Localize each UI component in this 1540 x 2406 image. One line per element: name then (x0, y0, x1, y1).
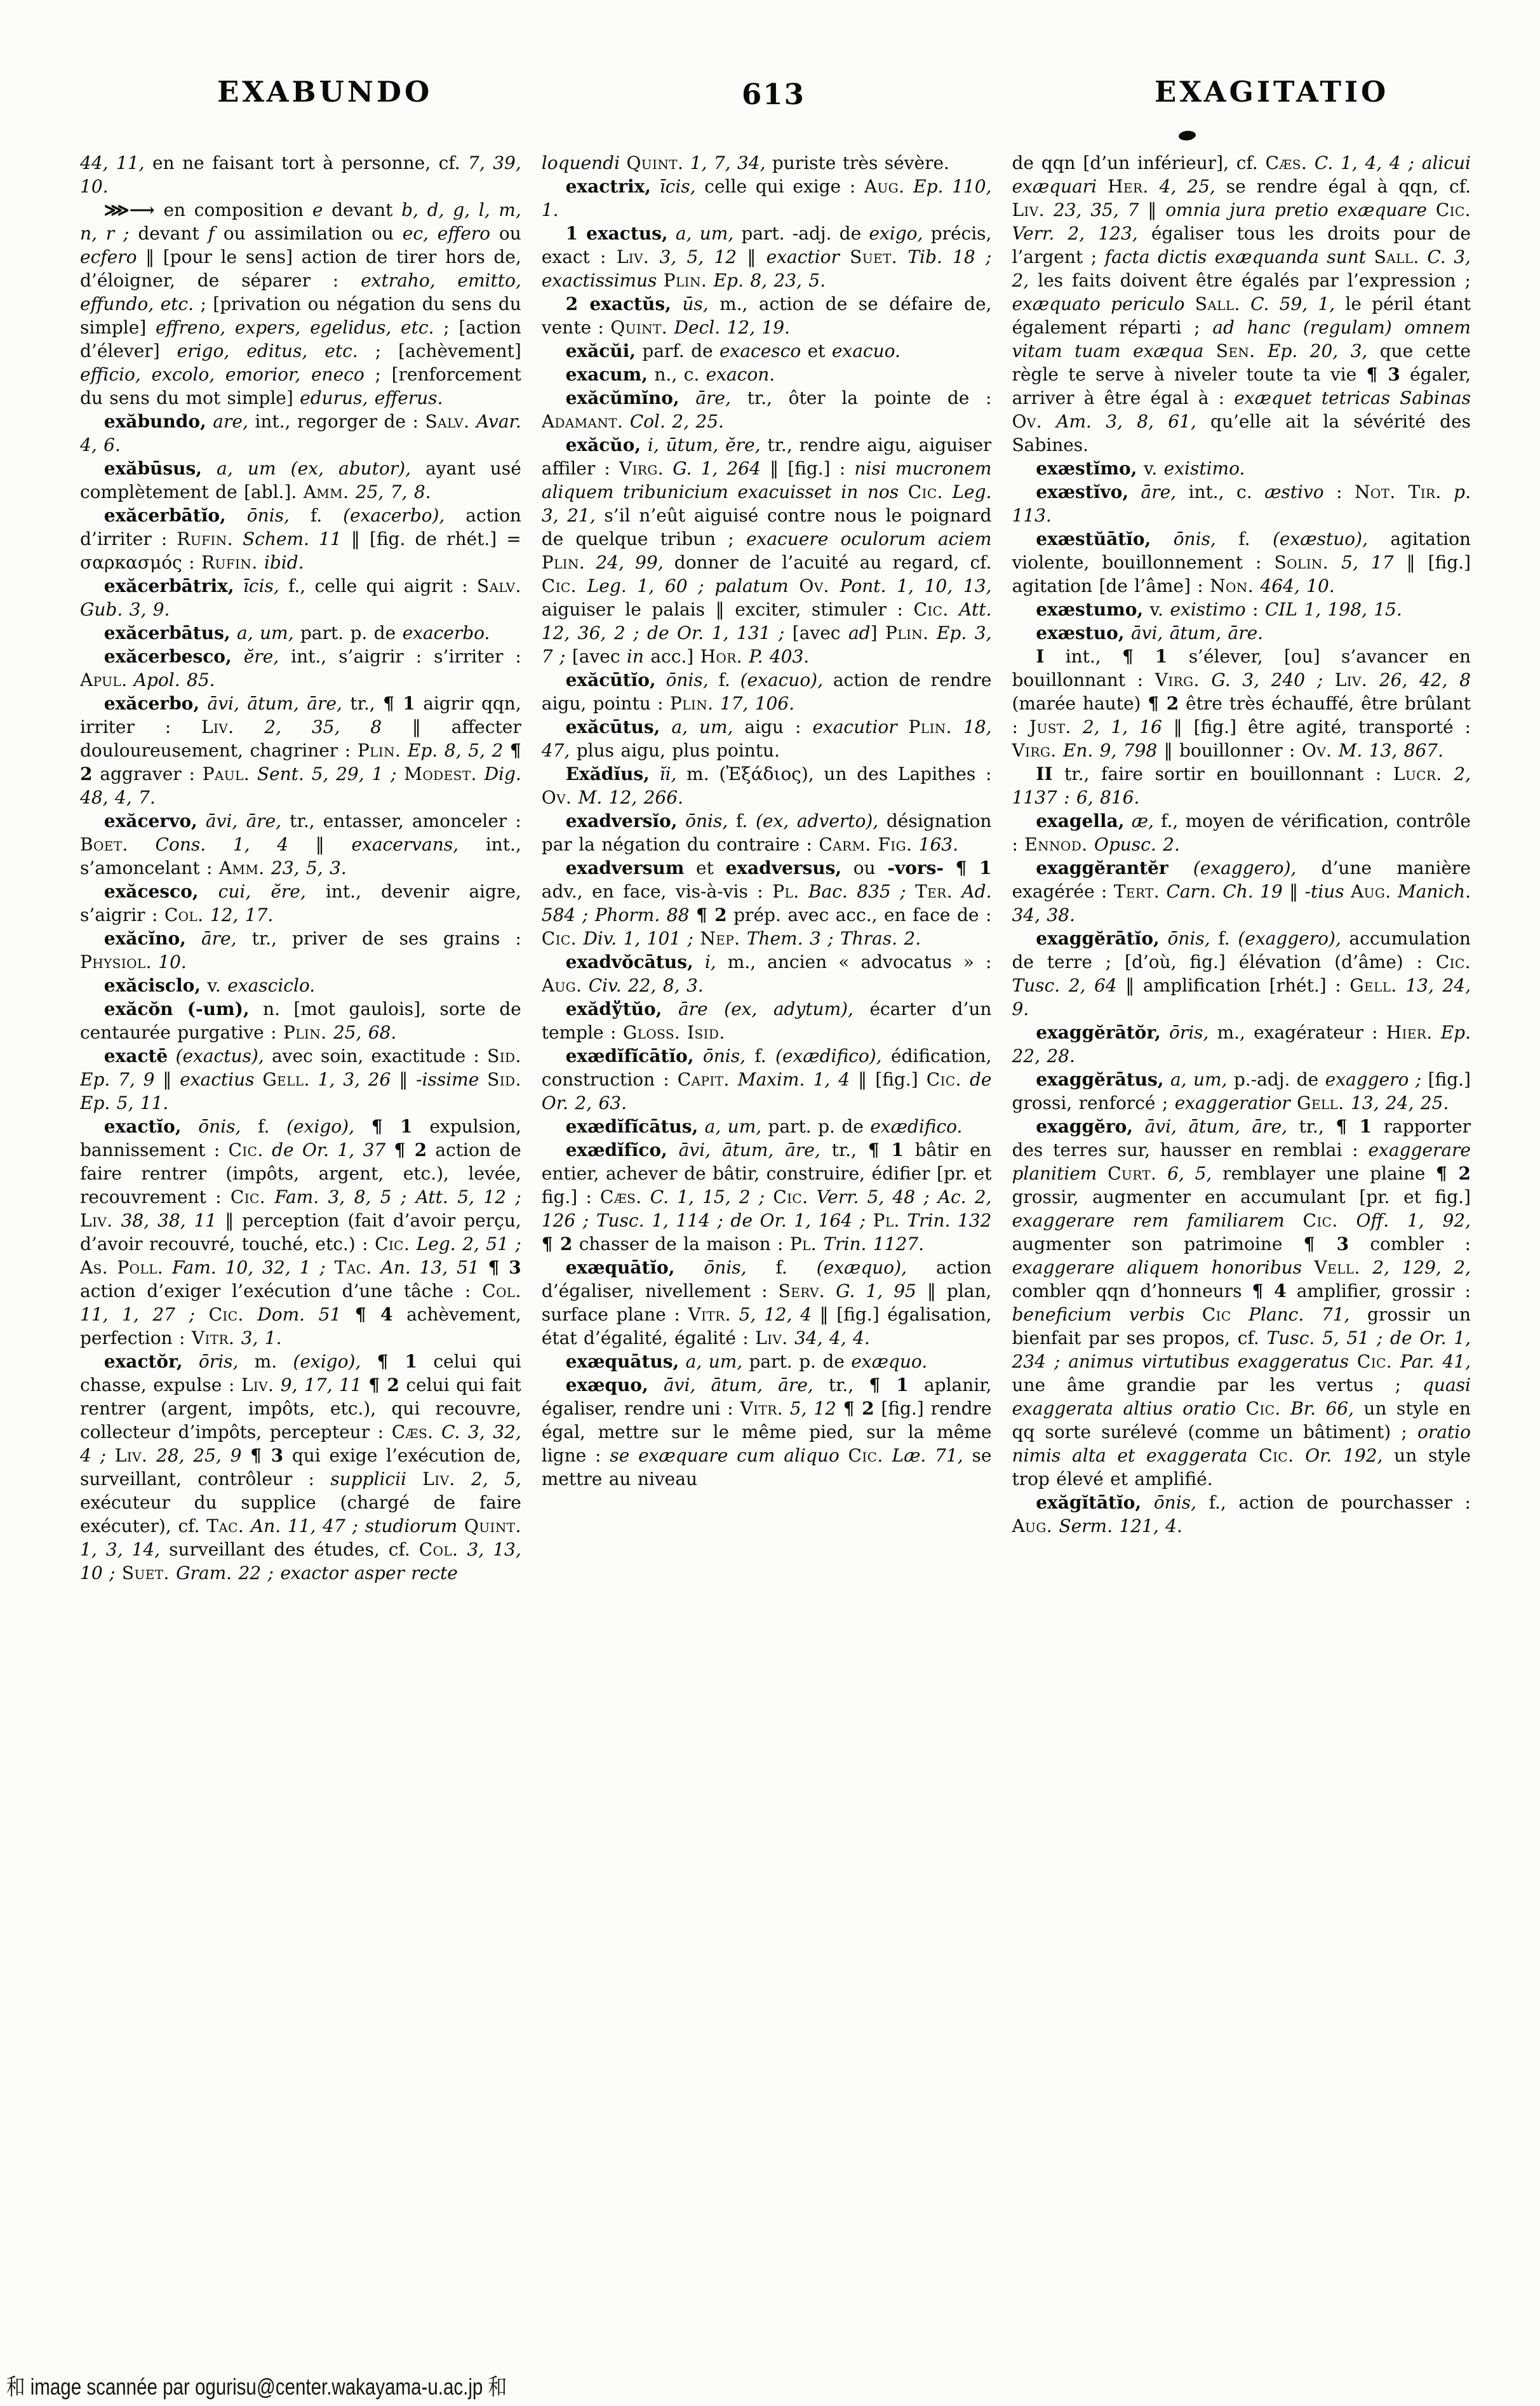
dictionary-entry: 2 exactŭs, ūs, m., action de se défaire de, vente : Quint. Decl. 12, 19. (541, 293, 992, 338)
dictionary-entry: exăcūtĭo, ōnis, f. (exacuo), action de rendre aigu, pointu : Plin. 17, 106. (541, 669, 992, 714)
running-head-right: EXAGITATIO (1155, 75, 1389, 109)
dictionary-entry: exactĭo, ōnis, f. (exigo), ¶ 1 expulsion, bannissement : Cic. de Or. 1, 37 ¶ 2 action de faire rentrer (impôts, argent, etc.), levée, recouvrement : Cic. Fam. 3, 8, 5 ; Att. 5, 12 ; Liv. 38, 38, 11 ‖ perception (fait d’avoir perçu, d’avoir recouvré, touché, etc.) : Cic. Leg. 2, 51 ; As. Poll. Fam. 10, 32, 1 ; Tac. An. 13, 51 ¶ 3 action d’exiger l’exécution d’une tâche : Col. 11, 1, 27 ; Cic. Dom. 51 ¶ 4 achèvement, perfection : Vitr. 3, 1. (80, 1116, 521, 1348)
dictionary-entry: exæquātus, a, um, part. p. de exæquo. (565, 1351, 928, 1372)
scan-credit-caption: 和 image scannée par ogurisu@center.wakayama-u.ac.jp 和 (6, 2374, 507, 2400)
dictionary-entry: exæstĭmo, v. existimo. (1036, 458, 1245, 479)
dictionary-entry: exæquātĭo, ōnis, f. (exæquo), action d’égaliser, nivellement : Serv. G. 1, 95 ‖ plan, surface plane : Vitr. 5, 12, 4 ‖ [fig.] égalisation, état d’égalité, égalité : Liv. 34, 4, 4. (541, 1257, 992, 1348)
dictionary-entry: exăgĭtātĭo, ōnis, f., action de pourchasser : Aug. Serm. 121, 4. (1012, 1492, 1471, 1536)
dictionary-entry: exăbūsus, a, um (ex, abutor), ayant usé complètement de [abl.]. Amm. 25, 7, 8. (80, 458, 521, 502)
dictionary-entry: I int., ¶ 1 s’élever, [ou] s’avancer en bouillonnant : Virg. G. 3, 240 ; Liv. 26, 42, 8 (marée haute) ¶ 2 être très échauffé, être brûlant : Just. 2, 1, 16 ‖ [fig.] être agité, transporté : Virg. En. 9, 798 ‖ bouillonner : Ov. M. 13, 867. (1012, 646, 1471, 761)
dictionary-entry: Exădĭus, ĭi, m. (Ἐξάδιος), un des Lapithes : Ov. M. 12, 266. (541, 763, 992, 808)
dictionary-entry: exadvŏcātus, i, m., ancien « advocatus » : Aug. Civ. 22, 8, 3. (541, 951, 992, 996)
ink-blot-mark (1178, 130, 1196, 142)
dictionary-entry: exăcesco, cui, ĕre, int., devenir aigre, s’aigrir : Col. 12, 17. (80, 881, 521, 925)
dictionary-entry: exăcĭno, āre, tr., priver de ses grains : Physiol. 10. (80, 928, 521, 972)
dictionary-entry: exactē (exactus), avec soin, exactitude : Sid. Ep. 7, 9 ‖ exactius Gell. 1, 3, 26 ‖ -issime Sid. Ep. 5, 11. (80, 1045, 521, 1113)
dictionary-entry: exæquo, āvi, ātum, āre, tr., ¶ 1 aplanir, égaliser, rendre uni : Vitr. 5, 12 ¶ 2 [fig.] rendre égal, mettre sur le même pied, sur la même ligne : se exæquare cum aliquo Cic. Læ. 71, se mettre au niveau (541, 1374, 992, 1489)
running-head-left: EXABUNDO (217, 75, 433, 109)
dictionary-entry: exăcŏn (-um), n. [mot gaulois], sorte de centaurée purgative : Plin. 25, 68. (80, 998, 521, 1043)
dictionary-entry: exactrix, īcis, celle qui exige : Aug. Ep. 110, 1. (541, 176, 992, 220)
dictionary-entry: exăcerbātĭo, ōnis, f. (exacerbo), action d’irriter : Rufin. Schem. 11 ‖ [fig. de rhét.] = σαρκασμός : Rufin. ibid. (80, 505, 521, 573)
dictionary-entry: loquendi Quint. 1, 7, 34, puriste très sévère. (541, 152, 949, 173)
dictionary-entry: ⋙⟶ en composition e devant b, d, g, l, m, n, r ; devant f ou assimilation ou ec, effero ou ecfero ‖ [pour le sens] action de tirer hors de, d’éloigner, de séparer : extraho, emitto, effundo, etc. ; [privation ou négation du sens du simple] effreno, expers, egelidus, etc. ; [action d’élever] erigo, editus, etc. ; [achèvement] efficio, excolo, emorior, eneco ; [renforcement du sens du mot simple] edurus, efferus. (80, 199, 521, 408)
column-1 (80, 151, 521, 2266)
column-3 (1012, 151, 1471, 2266)
text-columns (80, 151, 1471, 2266)
dictionary-entry: exăcŭmĭno, āre, tr., ôter la pointe de : Adamant. Col. 2, 25. (541, 387, 992, 432)
dictionary-entry: exaggĕro, āvi, ātum, āre, tr., ¶ 1 rapporter des terres sur, hausser en remblai : exaggerare planitiem Curt. 6, 5, remblayer une plaine ¶ 2 grossir, augmenter en accumulant [pr. et fig.] exaggerare rem familiarem Cic. Off. 1, 92, augmenter son patrimoine ¶ 3 combler : exaggerare aliquem honoribus Vell. 2, 129, 2, combler qqn d’honneurs ¶ 4 amplifier, grossir : beneficium verbis Cic Planc. 71, grossir un bienfait par ses propos, cf. Tusc. 5, 51 ; de Or. 1, 234 ; animus virtutibus exaggeratus Cic. Par. 41, une âme grandie par les vertus ; quasi exaggerata altius oratio Cic. Br. 66, un style en qq sorte surélevé (comme un bâtiment) ; oratio nimis alta et exaggerata Cic. Or. 192, un style trop élevé et amplifié. (1012, 1116, 1471, 1489)
dictionary-entry: exaggĕrātŏr, ōris, m., exagérateur : Hier. Ep. 22, 28. (1012, 1022, 1471, 1066)
dictionary-entry: exæstŭātĭo, ōnis, f. (exæstuo), agitation violente, bouillonnement : Solin. 5, 17 ‖ [fig.] agitation [de l’âme] : Non. 464, 10. (1012, 528, 1471, 596)
dictionary-entry: exadversĭo, ōnis, f. (ex, adverto), désignation par la négation du contraire : Carm. Fig. 163. (541, 810, 992, 855)
dictionary-entry: 44, 11, en ne faisant tort à personne, cf. 7, 39, 10. (80, 152, 521, 197)
dictionary-entry: exacum, n., c. exacon. (565, 364, 775, 385)
dictionary-entry: exædĭfĭcātus, a, um, part. p. de exædifico. (565, 1116, 963, 1137)
dictionary-entry: de qqn [d’un inférieur], cf. Cæs. C. 1, 4, 4 ; alicui exæquari Her. 4, 25, se rendre égal à qqn, cf. Liv. 23, 35, 7 ‖ omnia jura pretio exæquare Cic. Verr. 2, 123, égaliser tous les droits pour de l’argent ; facta dictis exæquanda sunt Sall. C. 3, 2, les faits doivent être égalés par l’expression ; exæquato periculo Sall. C. 59, 1, le péril étant également réparti ; ad hanc (regulam) omnem vitam tuam exæqua Sen. Ep. 20, 3, que cette règle te serve à niveler toute ta vie ¶ 3 égaler, arriver à être égal à : exæquet tetricas Sabinas Ov. Am. 3, 8, 61, qu’elle ait la sévérité des Sabines. (1012, 152, 1471, 455)
dictionary-entry: exadversum et exadversus, ou -vors- ¶ 1 adv., en face, vis-à-vis : Pl. Bac. 835 ; Ter. Ad. 584 ; Phorm. 88 ¶ 2 prép. avec acc., en face de : Cic. Div. 1, 101 ; Nep. Them. 3 ; Thras. 2. (541, 857, 992, 949)
dictionary-entry: exăcerbo, āvi, ātum, āre, tr., ¶ 1 aigrir qqn, irriter : Liv. 2, 35, 8 ‖ affecter douloureusement, chagriner : Plin. Ep. 8, 5, 2 ¶ 2 aggraver : Paul. Sent. 5, 29, 1 ; Modest. Dig. 48, 4, 7. (80, 693, 521, 808)
page-number: 613 (742, 77, 805, 111)
dictionary-entry: exagella, æ, f., moyen de vérification, contrôle : Ennod. Opusc. 2. (1012, 810, 1471, 855)
dictionary-entry: exăcūtus, a, um, aigu : exacutior Plin. 18, 47, plus aigu, plus pointu. (541, 716, 992, 761)
dictionary-entry: exæstĭvo, āre, int., c. æstivo : Not. Tir. p. 113. (1012, 481, 1471, 526)
dictionary-entry: exăcervo, āvi, āre, tr., entasser, amonceler : Boet. Cons. 1, 4 ‖ exacervans, int., s’amoncelant : Amm. 23, 5, 3. (80, 810, 521, 878)
dictionary-entry: exaggĕrantĕr (exaggero), d’une manière exagérée : Tert. Carn. Ch. 19 ‖ -tius Aug. Manich. 34, 38. (1012, 857, 1471, 925)
column-2 (542, 151, 992, 2266)
dictionary-entry: exăcŭo, i, ūtum, ĕre, tr., rendre aigu, aiguiser affiler : Virg. G. 1, 264 ‖ [fig.] : nisi mucronem aliquem tribunicium exacuisset in nos Cic. Leg. 3, 21, s’il n’eût aiguisé contre nous le poignard de quelque tribun ; exacuere oculorum aciem Plin. 24, 99, donner de l’acuité au regard, cf. Cic. Leg. 1, 60 ; palatum Ov. Pont. 1, 10, 13, aiguiser le palais ‖ exciter, stimuler : Cic. Att. 12, 36, 2 ; de Or. 1, 131 ; [avec ad] Plin. Ep. 3, 7 ; [avec in acc.] Hor. P. 403. (541, 434, 992, 667)
dictionary-entry: exædĭfĭcātĭo, ōnis, f. (exædifico), édification, construction : Capit. Maxim. 1, 4 ‖ [fig.] Cic. de Or. 2, 63. (541, 1045, 992, 1113)
dictionary-entry: exaggĕrātus, a, um, p.-adj. de exaggero ; [fig.] grossi, renforcé ; exaggeratior Gell. 13, 24, 25. (1012, 1069, 1471, 1113)
dictionary-entry: 1 exactus, a, um, part. -adj. de exigo, précis, exact : Liv. 3, 5, 12 ‖ exactior Suet. Tib. 18 ; exactissimus Plin. Ep. 8, 23, 5. (541, 223, 992, 291)
dictionary-entry: exæstuo, āvi, ātum, āre. (1036, 622, 1264, 643)
dictionary-entry: exactŏr, ōris, m. (exigo), ¶ 1 celui qui chasse, expulse : Liv. 9, 17, 11 ¶ 2 celui qui fait rentrer (argent, impôts, etc.), qui recouvre, collecteur d’impôts, percepteur : Cæs. C. 3, 32, 4 ; Liv. 28, 25, 9 ¶ 3 qui exige l’exécution de, surveillant, contrôleur : supplicii Liv. 2, 5, exécuteur du supplice (chargé de faire exécuter), cf. Tac. An. 11, 47 ; studiorum Quint. 1, 3, 14, surveillant des études, cf. Col. 3, 13, 10 ; Suet. Gram. 22 ; exactor asper recte (80, 1351, 521, 1583)
dictionary-entry: exaggĕrātĭo, ōnis, f. (exaggero), accumulation de terre ; [d’où, fig.] élévation (d’âme) : Cic. Tusc. 2, 64 ‖ amplification [rhét.] : Gell. 13, 24, 9. (1012, 928, 1471, 1019)
dictionary-entry: exăbundo, are, int., regorger de : Salv. Avar. 4, 6. (80, 411, 521, 455)
dictionary-entry: exædĭfĭco, āvi, ātum, āre, tr., ¶ 1 bâtir en entier, achever de bâtir, construire, édifier [pr. et fig.] : Cæs. C. 1, 15, 2 ; Cic. Verr. 5, 48 ; Ac. 2, 126 ; Tusc. 1, 114 ; de Or. 1, 164 ; Pl. Trin. 132 ¶ 2 chasser de la maison : Pl. Trin. 1127. (541, 1139, 992, 1254)
dictionary-entry: exăcisclo, v. exasciclo. (104, 975, 316, 996)
dictionary-entry: exăcerbātrix, īcis, f., celle qui aigrit : Salv. Gub. 3, 9. (80, 575, 521, 620)
dictionary-entry: exădўtŭo, āre (ex, adytum), écarter d’un temple : Gloss. Isid. (541, 998, 992, 1043)
dictionary-entry: II tr., faire sortir en bouillonnant : Lucr. 2, 1137 : 6, 816. (1012, 763, 1471, 808)
running-head (0, 75, 1540, 119)
dictionary-entry: exæstumo, v. existimo : CIL 1, 198, 15. (1036, 599, 1402, 620)
arrow-icon: ⋙⟶ (104, 199, 155, 220)
dictionary-entry: exăcŭi, parf. de exacesco et exacuo. (565, 340, 901, 361)
dictionary-entry: exăcerbātus, a, um, part. p. de exacerbo. (104, 622, 490, 643)
dictionary-entry: exăcerbesco, ĕre, int., s’aigrir : s’irriter : Apul. Apol. 85. (80, 646, 521, 690)
